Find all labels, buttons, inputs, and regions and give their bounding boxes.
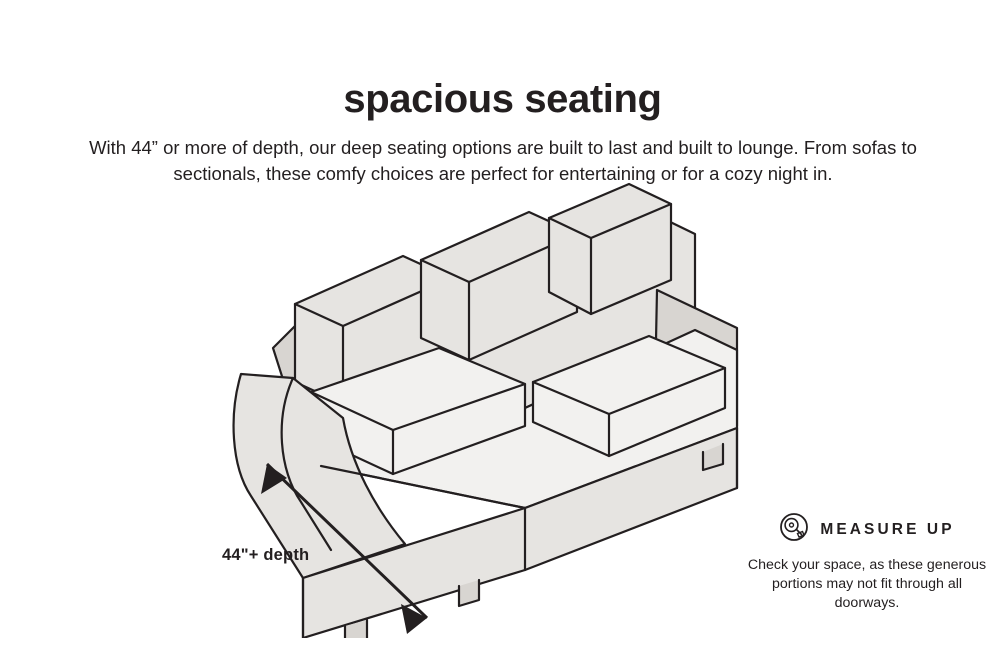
measure-up-callout: [744, 512, 990, 613]
depth-arrow-head-bottom: [401, 604, 427, 634]
page-title: spacious seating: [343, 76, 662, 121]
measure-up-note: Check your space, as these generous portions may not fit through all doorways.: [747, 557, 987, 611]
depth-dimension-label: 44"+ depth: [222, 546, 310, 564]
measure-up-title: MEASURE UP: [820, 520, 955, 538]
tape-measure-icon: [779, 512, 809, 547]
sofa-line-drawing: [225, 178, 785, 638]
sofa-illustration: [225, 178, 785, 638]
page-description: With 44” or more of depth, our deep seating options are built to last and built to lounge. From sofas to sectionals, these comfy choices are perfect for entertaining or for a cozy night in.: [89, 136, 917, 184]
